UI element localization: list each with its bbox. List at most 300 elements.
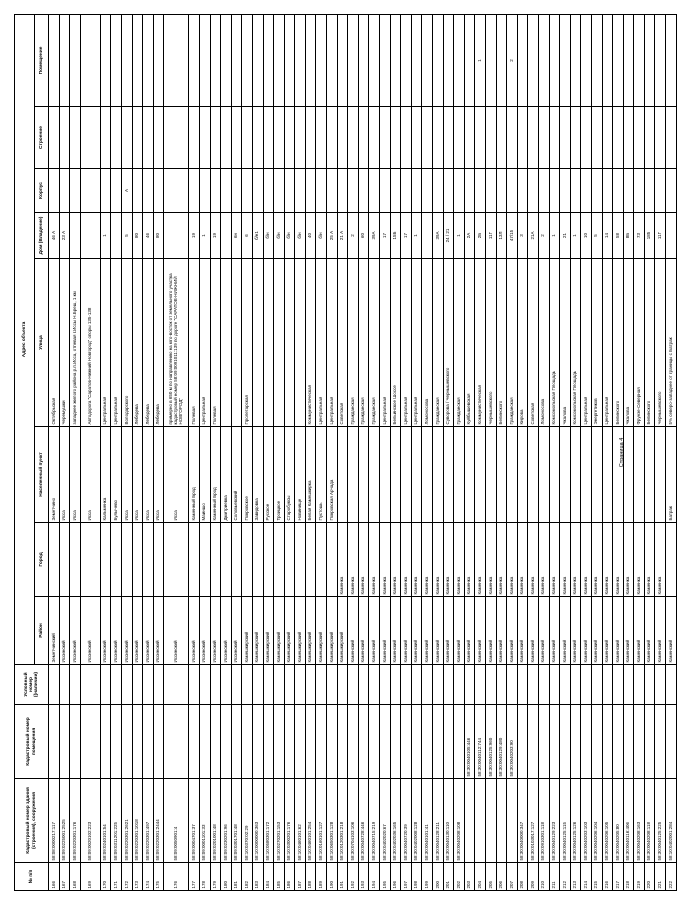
cell-street: Гражданская (369, 259, 380, 427)
cell-city: Каменка (507, 523, 518, 597)
cell-stroenie (143, 107, 154, 169)
cell-cad-building: 58:09:0220301:497 (143, 779, 154, 863)
cell-street: Чернышевского (655, 259, 666, 427)
cell-cond-num (443, 665, 454, 705)
cell-cad-building: 58:30:0040125:115 (560, 779, 571, 863)
cell-district: Иссинский (111, 597, 122, 665)
cell-house: 11Г (485, 213, 496, 259)
table-row (634, 14, 645, 890)
cell-street: Белинского (496, 259, 507, 427)
cell-stroenie (284, 107, 295, 169)
cell-stroenie (411, 107, 422, 169)
cell-settlement: Новинище (295, 427, 306, 523)
cell-stroenie (390, 107, 401, 169)
cell-house: 47/15 (507, 213, 518, 259)
cell-korpus (517, 169, 528, 213)
cell-pomeshchenie (231, 14, 242, 106)
cell-num: 167 (59, 863, 70, 891)
cell-house: 80 (132, 213, 143, 259)
cell-settlement (655, 427, 666, 523)
cell-korpus (316, 169, 327, 213)
table-row (337, 14, 348, 890)
cell-stroenie (602, 107, 613, 169)
cell-city: Каменка (623, 523, 634, 597)
cell-city: Каменка (443, 523, 454, 597)
cell-cad-building: 58:10:0370:02:29 (242, 779, 253, 863)
cell-cond-num (411, 665, 422, 705)
cell-stroenie (132, 107, 143, 169)
cell-street: Центральная (100, 259, 111, 427)
cell-house: 5 (121, 213, 132, 259)
table-row (358, 14, 369, 890)
table-row (538, 14, 549, 890)
cell-street: Куйбышевская (464, 259, 475, 427)
cell-settlement: Завидовка (252, 427, 263, 523)
cell-cad-building: 58:30:0402008:128 (411, 779, 422, 863)
cell-settlement: Исса (121, 427, 132, 523)
cell-korpus (305, 169, 316, 213)
cell-cond-num (143, 665, 154, 705)
cell-stroenie (164, 107, 189, 169)
table-row (401, 14, 412, 890)
cell-street: Гражданская (454, 259, 465, 427)
cell-pomeshchenie (591, 14, 602, 106)
cell-pomeshchenie (464, 14, 475, 106)
cell-district: Каменский (644, 597, 655, 665)
cell-house: 25 А (327, 213, 338, 259)
cell-house: 58 (613, 213, 624, 259)
cell-korpus (337, 169, 348, 213)
table-row (602, 14, 613, 890)
cell-pomeshchenie (443, 14, 454, 106)
cell-stroenie (231, 107, 242, 169)
cell-city (231, 523, 242, 597)
cell-cad-building: 58:09:0220301:2621 (121, 779, 132, 863)
cell-house: б/н (263, 213, 274, 259)
cell-num: 219 (634, 863, 645, 891)
cell-settlement: Русское (263, 427, 274, 523)
cell-district: Земетчинский (49, 597, 60, 665)
cell-num: 192 (348, 863, 359, 891)
cell-city (153, 523, 164, 597)
cell-district: Каменский (348, 597, 359, 665)
cell-cad-building: 58:30:0040125:225 (655, 779, 666, 863)
cell-city: Каменка (613, 523, 624, 597)
cell-settlement (348, 427, 359, 523)
cell-cad-building: 58:09:0230201:96 (221, 779, 232, 863)
cell-district: Камешкирский (305, 597, 316, 665)
cell-house: 15Б (390, 213, 401, 259)
cell-house: 185 (644, 213, 655, 259)
cell-korpus (327, 169, 338, 213)
cell-num: 195 (380, 863, 391, 891)
table-row (666, 14, 677, 890)
cell-num: 179 (210, 863, 221, 891)
cell-cad-building: 58:30:0040129:223 (549, 779, 560, 863)
cell-district: Камешкирский (316, 597, 327, 665)
cell-settlement (644, 427, 655, 523)
cell-city (199, 523, 210, 597)
cell-district: Иссинский (153, 597, 164, 665)
cell-pomeshchenie (199, 14, 210, 106)
cell-street (284, 259, 295, 427)
cell-korpus (390, 169, 401, 213)
cell-cad-premise (570, 705, 581, 779)
table-row (570, 14, 581, 890)
cell-korpus (655, 169, 666, 213)
cell-city: Каменка (549, 523, 560, 597)
cell-cond-num (121, 665, 132, 705)
cell-settlement: Исса (132, 427, 143, 523)
cell-house: 2Б (475, 213, 486, 259)
cell-house: 1 (411, 213, 422, 259)
cell-street: Гражданская (433, 259, 444, 427)
cell-stroenie (443, 107, 454, 169)
cell-street: Ломоносова (422, 259, 433, 427)
cell-pomeshchenie (581, 14, 592, 106)
cell-house: 19 (210, 213, 221, 259)
cell-street: Центральная (380, 259, 391, 427)
cell-cad-premise (358, 705, 369, 779)
table-row (464, 14, 475, 890)
cell-street: Центральная (602, 259, 613, 427)
cell-settlement (591, 427, 602, 523)
cell-cad-premise (111, 705, 122, 779)
cell-house: 21 А (337, 213, 348, 259)
cell-city (252, 523, 263, 597)
header-num: № п/п (15, 863, 49, 891)
cell-cond-num (528, 665, 539, 705)
cell-settlement (369, 427, 380, 523)
cell-settlement: Батрак (666, 427, 677, 523)
cell-cond-num (422, 665, 433, 705)
cell-cond-num (538, 665, 549, 705)
cell-cad-premise (401, 705, 412, 779)
cell-house: 60 (358, 213, 369, 259)
cell-cond-num (199, 665, 210, 705)
cell-street (274, 259, 285, 427)
cell-settlement (380, 427, 391, 523)
cell-cad-premise (560, 705, 571, 779)
cell-num: 172 (121, 863, 132, 891)
cell-pomeshchenie (348, 14, 359, 106)
cell-cad-building: 58:09:0311201:225 (111, 779, 122, 863)
table-row (485, 14, 496, 890)
cell-num: 197 (401, 863, 412, 891)
cell-street: Белинского (644, 259, 655, 427)
cell-cond-num (263, 665, 274, 705)
cell-street: Чкалова (560, 259, 571, 427)
cell-cad-premise (199, 705, 210, 779)
cell-pomeshchenie (189, 14, 200, 106)
cell-num: 198 (411, 863, 422, 891)
cell-district: Каменский (570, 597, 581, 665)
cell-stroenie (153, 107, 164, 169)
cell-city: Каменка (464, 523, 475, 597)
cell-cad-building (464, 779, 475, 863)
cell-city (274, 523, 285, 597)
cell-city (49, 523, 60, 597)
cell-pomeshchenie (517, 14, 528, 106)
cell-cad-premise (284, 705, 295, 779)
cell-city (189, 523, 200, 597)
cell-stroenie (560, 107, 571, 169)
cell-cad-premise (549, 705, 560, 779)
cell-pomeshchenie (284, 14, 295, 106)
cell-cad-building: 58:09:0201001:48 (210, 779, 221, 863)
cell-stroenie (121, 107, 132, 169)
cell-num: 218 (623, 863, 634, 891)
cell-district: Иссинский (100, 597, 111, 665)
cell-num: 204 (475, 863, 486, 891)
cell-cad-building: 58:10:0460101:254 (305, 779, 316, 863)
table-row (369, 14, 380, 890)
cell-city (316, 523, 327, 597)
cell-pomeshchenie (422, 14, 433, 106)
cell-pomeshchenie (380, 14, 391, 106)
cell-cad-building: 58:30:0040000:347 (517, 779, 528, 863)
table-row (380, 14, 391, 890)
cell-street: Гражданская (507, 259, 518, 427)
cell-street: Советская (528, 259, 539, 427)
cell-district: Каменский (507, 597, 518, 665)
table-row (644, 14, 655, 890)
cell-korpus (199, 169, 210, 213)
cell-cond-num (433, 665, 444, 705)
cell-cad-premise (295, 705, 306, 779)
cell-cad-premise (581, 705, 592, 779)
cell-district: Каменский (560, 597, 571, 665)
cell-street: Полевая (189, 259, 200, 427)
table-row (327, 14, 338, 890)
cell-num: 188 (305, 863, 316, 891)
cell-stroenie (358, 107, 369, 169)
cell-pomeshchenie: 1 (475, 14, 486, 106)
cell-street: Лебедева (143, 259, 154, 427)
cell-cad-building: 58:10:0402001:284 (666, 779, 677, 863)
cell-pomeshchenie (70, 14, 81, 106)
cell-cad-premise (59, 705, 70, 779)
cell-korpus (80, 169, 100, 213)
cell-stroenie (538, 107, 549, 169)
cell-num: 181 (231, 863, 242, 891)
cell-cad-premise (263, 705, 274, 779)
cell-num: 186 (284, 863, 295, 891)
cell-settlement (538, 427, 549, 523)
cell-cad-building: 58:30:0040720:39 (401, 779, 412, 863)
cell-settlement (517, 427, 528, 523)
cell-district: Каменский (475, 597, 486, 665)
cell-cad-premise: 58:30:0040125:960 (485, 705, 496, 779)
cell-street: Ломоносова (538, 259, 549, 427)
cell-cond-num (316, 665, 327, 705)
cell-korpus (507, 169, 518, 213)
cell-pomeshchenie (549, 14, 560, 106)
cell-street: Центральная (581, 259, 592, 427)
cell-house: 73 (634, 213, 645, 259)
cell-korpus (242, 169, 253, 213)
cell-city: Каменка (570, 523, 581, 597)
cell-cad-premise (252, 705, 263, 779)
cell-street (231, 259, 242, 427)
cell-pomeshchenie (100, 14, 111, 106)
cell-cond-num (59, 665, 70, 705)
cell-cond-num (602, 665, 613, 705)
cell-cad-building (496, 779, 507, 863)
cell-pomeshchenie (644, 14, 655, 106)
table-row (153, 14, 164, 890)
cell-num: 184 (263, 863, 274, 891)
cell-cad-building: 58:10:0580301:172 (263, 779, 274, 863)
cell-korpus (380, 169, 391, 213)
cell-stroenie (581, 107, 592, 169)
cell-city (100, 523, 111, 597)
cell-house: 39А (369, 213, 380, 259)
cell-cad-premise (411, 705, 422, 779)
cell-city: Каменка (401, 523, 412, 597)
cell-house: б/н (284, 213, 295, 259)
cell-cad-building: 58:30:0103017:127 (528, 779, 539, 863)
cell-cad-premise (528, 705, 539, 779)
table-row (221, 14, 232, 890)
cell-stroenie (111, 107, 122, 169)
cell-cond-num (507, 665, 518, 705)
cell-street: Кирова (517, 259, 528, 427)
cell-cad-building: 58:10:0160101:127 (316, 779, 327, 863)
table-row (143, 14, 154, 890)
cell-street (221, 259, 232, 427)
cell-pomeshchenie (411, 14, 422, 106)
cell-cad-building: 58:10:0270201:153 (274, 779, 285, 863)
cell-street: Комсомольская Площадь (549, 259, 560, 427)
cell-district: Каменский (623, 597, 634, 665)
cell-street: Бельинское Шоссе (390, 259, 401, 427)
cell-street: Белинского (613, 259, 624, 427)
cell-num: 217 (613, 863, 624, 891)
table-row (517, 14, 528, 890)
cell-stroenie (666, 107, 677, 169)
cell-district: Каменский (464, 597, 475, 665)
cell-cond-num (369, 665, 380, 705)
cell-city (242, 523, 253, 597)
cell-num: 212 (560, 863, 571, 891)
cell-district: Иссинский (189, 597, 200, 665)
cell-house: 21 (560, 213, 571, 259)
cell-pomeshchenie (570, 14, 581, 106)
cell-pomeshchenie (454, 14, 465, 106)
table-row (274, 14, 285, 890)
cell-num: 196 (390, 863, 401, 891)
table-row (210, 14, 221, 890)
cell-num: 191 (337, 863, 348, 891)
cell-korpus (348, 169, 359, 213)
cell-city (132, 523, 143, 597)
cell-street: Энергетиков (591, 259, 602, 427)
cell-num: 201 (443, 863, 454, 891)
cell-num: 170 (100, 863, 111, 891)
table-row (70, 14, 81, 890)
cell-cond-num (390, 665, 401, 705)
cell-settlement (454, 427, 465, 523)
cell-street: примерно в 650 м по направлению на юго-восток от земельного участка кадастровый номер 58:09:0091011:139 по дороге "САРАТОВ-НИЖНИЙ НОВГОРОД" (164, 259, 189, 427)
cell-num: 211 (549, 863, 560, 891)
cell-district: Иссинский (70, 597, 81, 665)
cell-cad-building: 58:09:0240101:54 (100, 779, 111, 863)
cell-district: Камешкирский (263, 597, 274, 665)
cell-cond-num (454, 665, 465, 705)
cell-cad-premise (591, 705, 602, 779)
cell-city (164, 523, 189, 597)
cell-stroenie (496, 107, 507, 169)
cell-street: Центральная (316, 259, 327, 427)
cell-city: Каменка (581, 523, 592, 597)
cell-stroenie (380, 107, 391, 169)
cell-street: Центральная (327, 259, 338, 427)
cell-num: 216 (602, 863, 613, 891)
cell-pomeshchenie (263, 14, 274, 106)
cell-korpus (295, 169, 306, 213)
cell-cad-premise (337, 705, 348, 779)
cell-house: 11Г (655, 213, 666, 259)
cell-pomeshchenie (496, 14, 507, 106)
cell-korpus (464, 169, 475, 213)
cell-city (327, 523, 338, 597)
cell-korpus (634, 169, 645, 213)
cell-korpus (274, 169, 285, 213)
cell-street (263, 259, 274, 427)
cell-stroenie (644, 107, 655, 169)
cell-pomeshchenie (164, 14, 189, 106)
cell-pomeshchenie (80, 14, 100, 106)
cell-cad-premise (100, 705, 111, 779)
cell-num: 199 (422, 863, 433, 891)
table-row (305, 14, 316, 890)
cell-cond-num (560, 665, 571, 705)
cell-street: Лебедева (153, 259, 164, 427)
cell-street: Октябрьская (49, 259, 60, 427)
cell-pomeshchenie (221, 14, 232, 106)
cell-cad-premise (316, 705, 327, 779)
cell-cond-num (475, 665, 486, 705)
cell-pomeshchenie (49, 14, 60, 106)
cell-stroenie (517, 107, 528, 169)
cell-pomeshchenie (666, 14, 677, 106)
cell-district: Каменский (411, 597, 422, 665)
cell-house: 6 (242, 213, 253, 259)
cell-num: 173 (132, 863, 143, 891)
cell-house: 1 (549, 213, 560, 259)
header-house: Дом (Владение) (35, 213, 49, 259)
cell-settlement (507, 427, 518, 523)
cell-stroenie (369, 107, 380, 169)
cell-city: Каменка (602, 523, 613, 597)
cell-house: 40 (305, 213, 316, 259)
cell-cad-building (507, 779, 518, 863)
cell-district: Каменский (528, 597, 539, 665)
cell-cad-premise: 58:30:0040105:446 (464, 705, 475, 779)
cell-house (666, 213, 677, 259)
cell-stroenie (100, 107, 111, 169)
cell-city: Каменка (337, 523, 348, 597)
cell-district: Иссинский (164, 597, 189, 665)
cell-korpus (666, 169, 677, 213)
cell-district: Иссинский (143, 597, 154, 665)
cell-district: Каменский (655, 597, 666, 665)
cell-district: Иссинский (80, 597, 100, 665)
cell-korpus (210, 169, 221, 213)
cell-num: 177 (189, 863, 200, 891)
cell-city (70, 523, 81, 597)
